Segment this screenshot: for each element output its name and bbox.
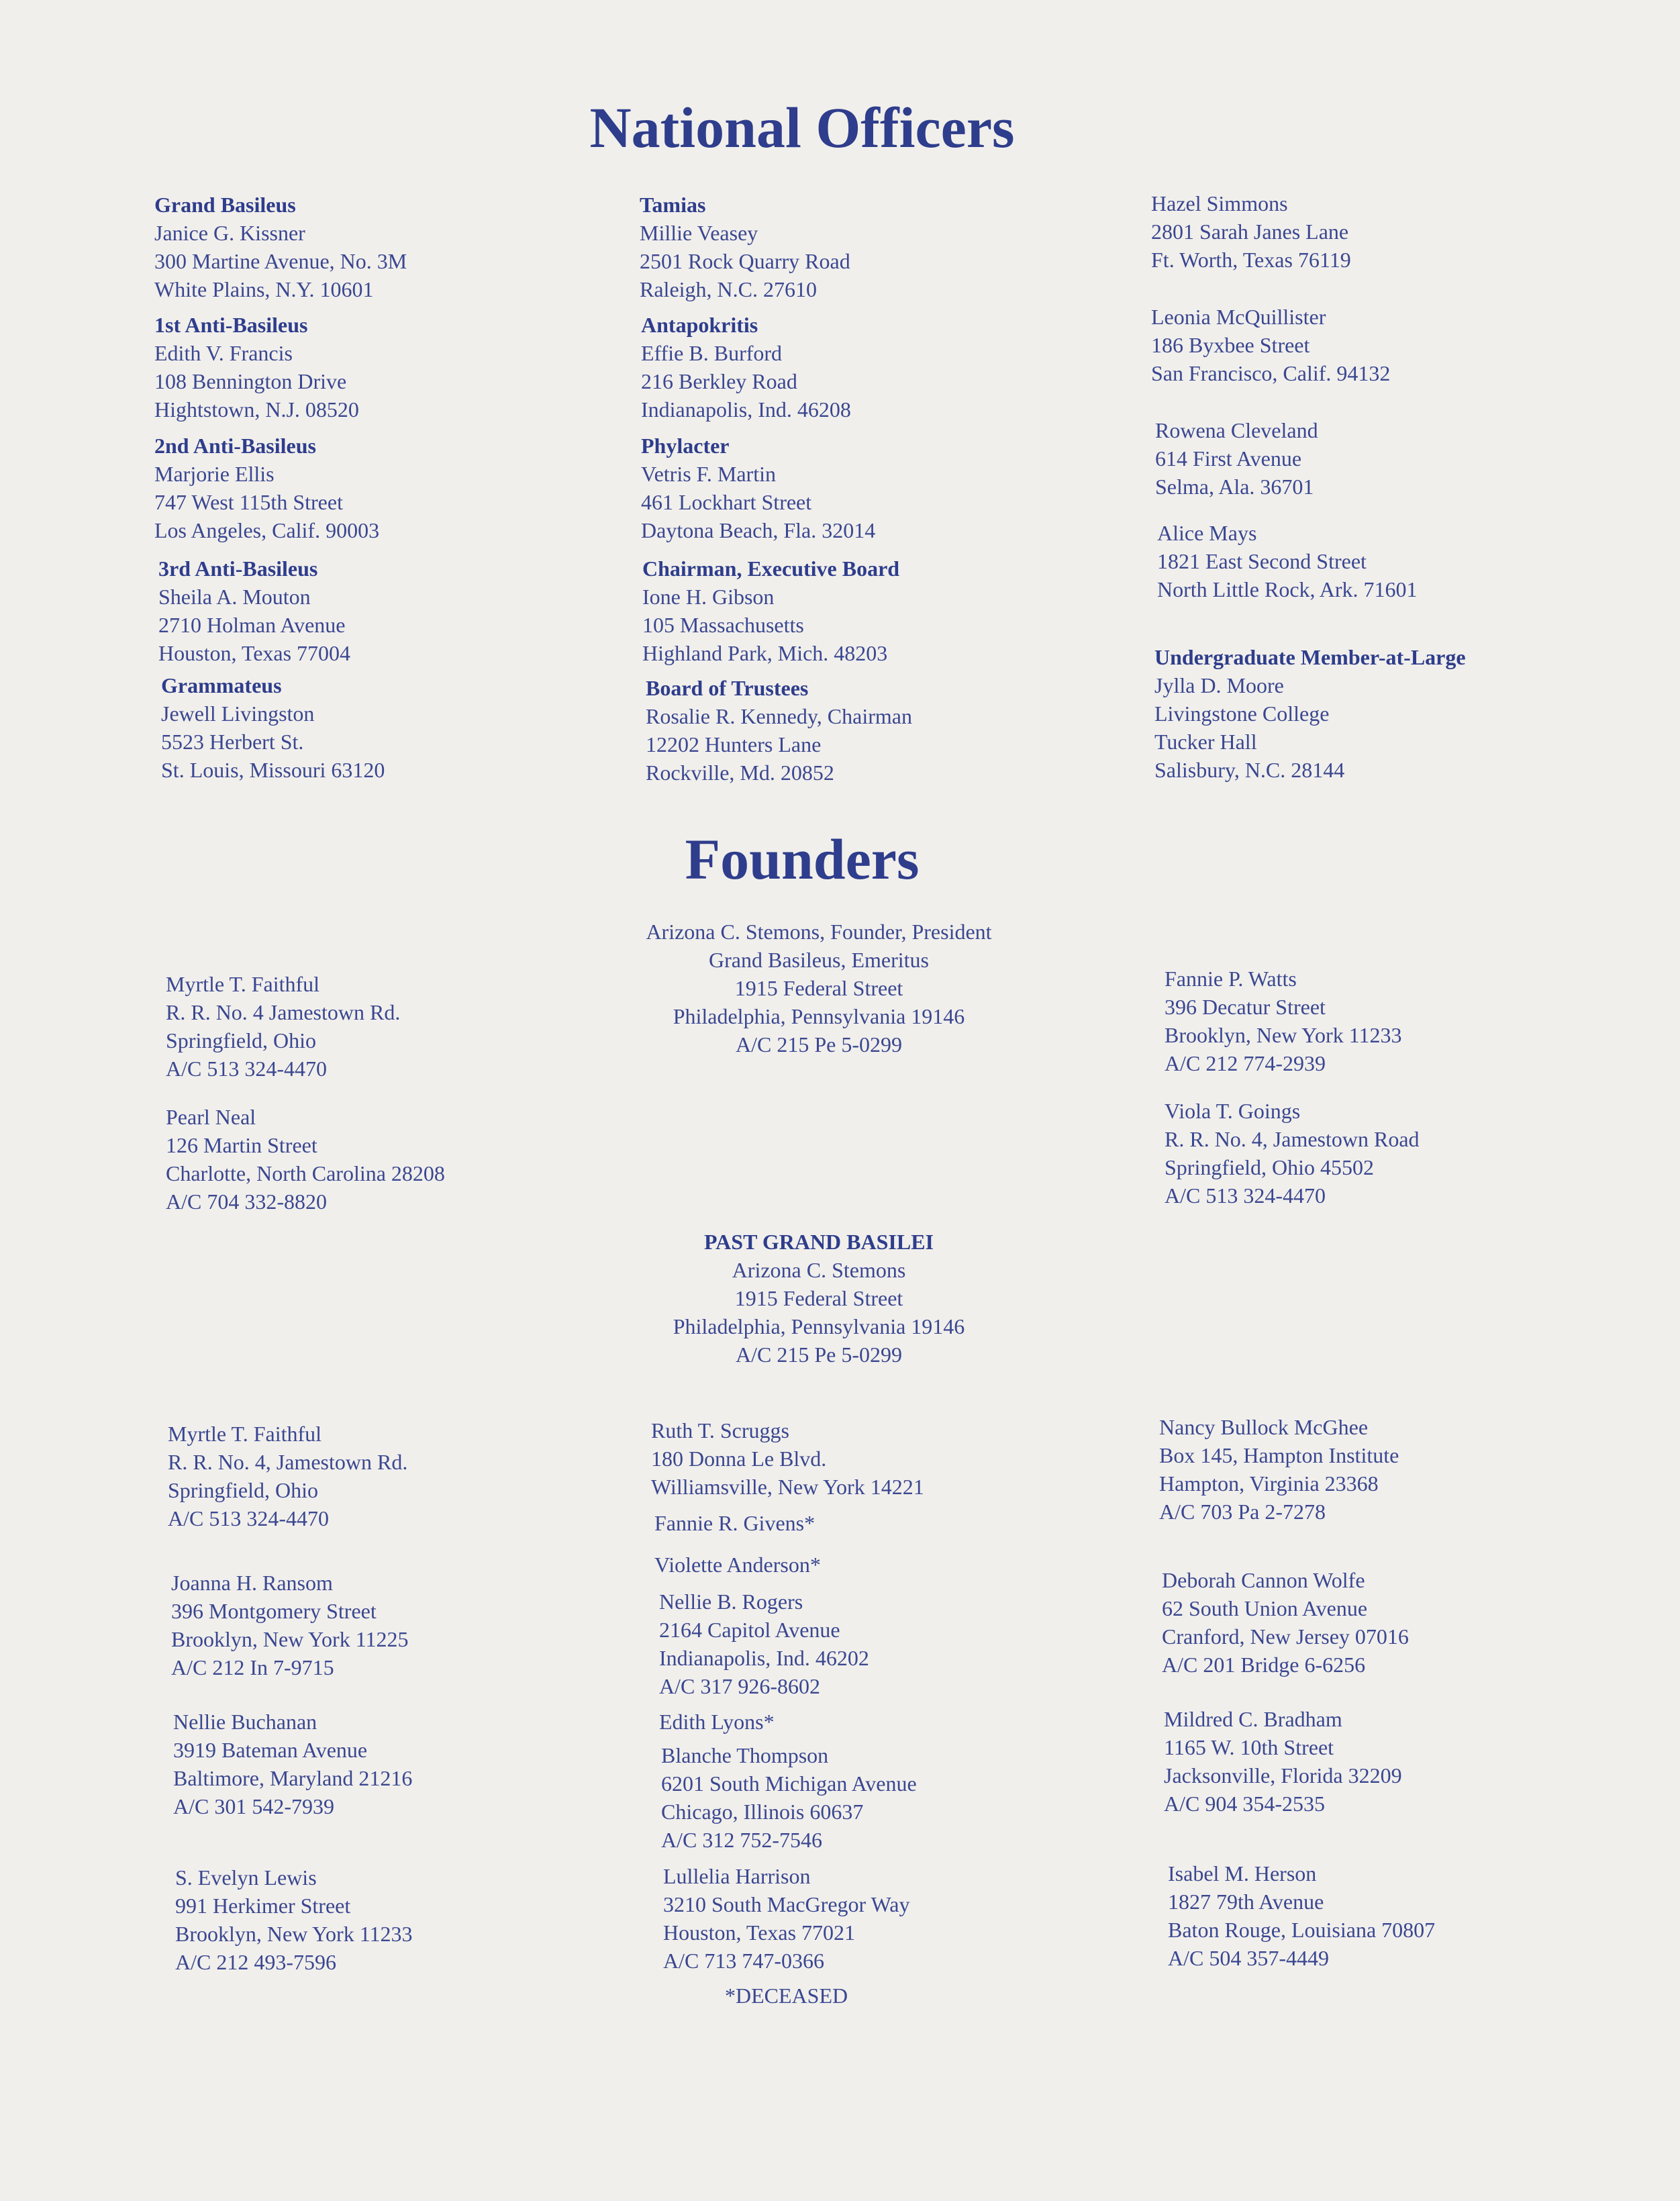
officer-city: White Plains, N.Y. 10601 [154,277,374,301]
member-city: Jacksonville, Florida 32209 [1164,1763,1402,1788]
member-address: 180 Donna Le Blvd. [651,1447,827,1471]
officer-phylacter [641,432,875,544]
founders-heading: Founders [685,827,920,891]
member-name: Blanche Thompson [661,1743,829,1767]
officer-member-mays [1157,519,1418,603]
officer-name: Edith V. Francis [154,341,293,365]
member-address: 991 Herkimer Street [175,1894,351,1918]
officer-address: 2801 Sarah Janes Lane [1151,219,1349,244]
member-phone: A/C 513 324-4470 [168,1506,329,1530]
member-name: Myrtle T. Faithful [168,1422,322,1446]
officer-tamias [640,191,850,303]
member-lewis [175,1863,413,1976]
founder-phone: A/C 215 Pe 5-0299 [736,1032,902,1057]
member-address: 1165 W. 10th Street [1164,1735,1334,1759]
officer-city: Los Angeles, Calif. 90003 [154,518,380,542]
deceased-note [725,1982,848,2010]
founder-phone: A/C 513 324-4470 [1165,1183,1326,1208]
member-address: 396 Montgomery Street [171,1599,377,1623]
founder-title: Grand Basileus, Emeritus [709,948,929,972]
member-phone: A/C 312 752-7546 [661,1828,822,1852]
officer-name: Rowena Cleveland [1155,418,1318,442]
founder-neal [166,1103,445,1216]
officer-city: Daytona Beach, Fla. 32014 [641,518,876,542]
officer-grand-basileus [154,191,407,303]
officer-city: Selma, Ala. 36701 [1155,475,1314,499]
member-mcghee [1159,1413,1399,1526]
officer-city: Salisbury, N.C. 28144 [1154,758,1345,782]
founder-city: Springfield, Ohio 45502 [1165,1155,1374,1179]
officer-title: 3rd Anti-Basileus [158,556,318,581]
officer-title: Grand Basileus [154,193,296,217]
member-phone: A/C 301 542-7939 [173,1794,334,1818]
member-bradham [1164,1705,1402,1818]
founder-city: Charlotte, North Carolina 28208 [166,1161,445,1185]
officer-address: 2710 Holman Avenue [158,613,346,637]
officer-title: 1st Anti-Basileus [154,313,308,337]
founder-address: 1915 Federal Street [734,976,903,1000]
member-faithful [168,1420,407,1532]
basilei-phone: A/C 215 Pe 5-0299 [736,1342,902,1367]
officer-name: Alice Mays [1157,521,1257,545]
officer-address: 2501 Rock Quarry Road [640,249,850,273]
member-name: Edith Lyons* [659,1710,775,1734]
member-name: Nancy Bullock McGhee [1159,1415,1369,1439]
officer-1st-anti-basileus [154,311,359,424]
member-scruggs [651,1416,924,1501]
member-city: Brooklyn, New York 11225 [171,1627,409,1651]
member-city: Cranford, New Jersey 07016 [1162,1624,1409,1649]
officer-name: Jewell Livingston [161,701,315,726]
officer-address: 216 Berkley Road [641,369,797,393]
member-city: Baton Rouge, Louisiana 70807 [1168,1918,1436,1942]
officer-name: Vetris F. Martin [641,462,776,486]
officer-address: 105 Massachusetts [642,613,804,637]
founder-name: Fannie P. Watts [1165,967,1297,991]
officer-address: 5523 Herbert St. [161,730,304,754]
officer-undergraduate-member [1154,643,1466,784]
officer-address: 614 First Avenue [1155,446,1302,471]
officer-name: Jylla D. Moore [1154,673,1284,697]
member-address: 6201 South Michigan Avenue [661,1771,917,1796]
officer-title: 2nd Anti-Basileus [154,434,316,458]
officer-address: 186 Byxbee Street [1151,333,1310,357]
member-name: Ruth T. Scruggs [651,1418,789,1442]
founder-phone: A/C 513 324-4470 [166,1057,327,1081]
member-thompson [661,1741,917,1854]
member-name: Fannie R. Givens* [654,1511,816,1535]
member-address: Box 145, Hampton Institute [1159,1443,1399,1467]
founder-city: Springfield, Ohio [166,1028,316,1053]
member-city: Chicago, Illinois 60637 [661,1800,864,1824]
officer-address: 461 Lockhart Street [641,490,812,514]
member-address: R. R. No. 4, Jamestown Rd. [168,1450,408,1474]
officer-name: Janice G. Kissner [154,221,305,245]
officer-name: Sheila A. Mouton [158,585,311,609]
member-name: Nellie Buchanan [173,1710,317,1734]
founder-phone: A/C 212 774-2939 [1165,1051,1326,1075]
officer-city: Rockville, Md. 20852 [646,761,834,785]
officer-address: 300 Martine Avenue, No. 3M [154,249,407,273]
officer-title: Undergraduate Member-at-Large [1154,645,1466,669]
officer-name: Hazel Simmons [1151,191,1288,215]
member-city: Hampton, Virginia 23368 [1159,1471,1379,1496]
founder-phone: A/C 704 332-8820 [166,1189,327,1214]
officer-grammateus [161,671,385,784]
officer-city: Houston, Texas 77004 [158,641,351,665]
member-wolfe [1162,1566,1409,1679]
member-anderson [654,1551,821,1579]
founder-address: 396 Decatur Street [1165,995,1326,1019]
past-grand-basilei-heading: PAST GRAND BASILEI [703,1230,934,1254]
officer-name: Rosalie R. Kennedy, Chairman [646,704,912,728]
founder-stemons [591,918,1047,1059]
member-harrison [663,1862,909,1975]
member-city: Baltimore, Maryland 21216 [173,1766,413,1790]
founder-name: Myrtle T. Faithful [166,972,320,996]
officer-title: Chairman, Executive Board [642,556,900,581]
founder-faithful [166,970,400,1083]
officer-address-2: Tucker Hall [1154,730,1257,754]
officer-member-mcquillister [1151,303,1390,387]
founder-city: Philadelphia, Pennsylvania 19146 [673,1004,965,1028]
member-phone: A/C 703 Pa 2-7278 [1159,1500,1326,1524]
member-city: Indianapolis, Ind. 46202 [659,1646,869,1670]
member-phone: A/C 212 493-7596 [175,1950,336,1974]
member-phone: A/C 317 926-8602 [659,1674,820,1698]
founder-name: Arizona C. Stemons, Founder, President [646,920,992,944]
officer-city: Raleigh, N.C. 27610 [640,277,817,301]
officer-city: St. Louis, Missouri 63120 [161,758,385,782]
officer-city: San Francisco, Calif. 94132 [1151,361,1391,385]
officer-name: Effie B. Burford [641,341,783,365]
founder-watts [1165,965,1402,1077]
national-officers-heading: National Officers [589,95,1015,160]
member-name: Violette Anderson* [654,1553,821,1577]
officer-title: Phylacter [641,434,730,458]
officer-member-cleveland [1155,416,1318,501]
officer-antapokritis [641,311,851,424]
member-phone: A/C 504 357-4449 [1168,1946,1329,1970]
basilei-name: Arizona C. Stemons [732,1258,906,1282]
member-city: Brooklyn, New York 11233 [175,1922,413,1946]
founder-address: R. R. No. 4 Jamestown Rd. [166,1000,401,1024]
basilei-city: Philadelphia, Pennsylvania 19146 [673,1314,965,1338]
founder-name: Pearl Neal [166,1105,256,1129]
member-name: S. Evelyn Lewis [175,1865,317,1890]
member-address: 3210 South MacGregor Way [663,1892,910,1916]
officer-title: Board of Trustees [646,676,809,700]
member-buchanan [173,1708,412,1820]
officer-name: Leonia McQuillister [1151,305,1326,329]
member-phone: A/C 201 Bridge 6-6256 [1162,1653,1366,1677]
member-phone: A/C 212 In 7-9715 [171,1655,334,1679]
officer-name: Ione H. Gibson [642,585,775,609]
officer-address: 12202 Hunters Lane [646,732,822,756]
officer-2nd-anti-basileus [154,432,379,544]
officer-address: Livingstone College [1154,701,1330,726]
officer-city: Ft. Worth, Texas 76119 [1151,248,1351,272]
officer-address: 1821 East Second Street [1157,549,1367,573]
member-herson [1168,1859,1435,1972]
officer-3rd-anti-basileus [158,554,350,667]
member-address: 62 South Union Avenue [1162,1596,1368,1620]
member-phone: A/C 904 354-2535 [1164,1792,1325,1816]
member-city: Houston, Texas 77021 [663,1920,856,1945]
founder-address: 126 Martin Street [166,1133,317,1157]
basilei-address: 1915 Federal Street [734,1286,903,1310]
member-name: Joanna H. Ransom [171,1571,333,1595]
deceased-note-text: *DECEASED [725,1984,848,2008]
officer-member-simmons [1151,189,1351,274]
member-address: 3919 Bateman Avenue [173,1738,368,1762]
member-rogers [659,1587,869,1700]
past-grand-basilei [591,1228,1047,1369]
member-name: Mildred C. Bradham [1164,1707,1342,1731]
member-address: 1827 79th Avenue [1168,1890,1324,1914]
officer-address: 747 West 115th Street [154,490,343,514]
officer-city: North Little Rock, Ark. 71601 [1157,577,1418,601]
member-address: 2164 Capitol Avenue [659,1618,840,1642]
officer-address: 108 Bennington Drive [154,369,347,393]
officer-name: Marjorie Ellis [154,462,275,486]
member-name: Deborah Cannon Wolfe [1162,1568,1365,1592]
founder-goings [1165,1097,1420,1210]
founder-city: Brooklyn, New York 11233 [1165,1023,1402,1047]
officer-board-of-trustees [646,674,912,787]
member-city: Williamsville, New York 14221 [651,1475,924,1499]
member-phone: A/C 713 747-0366 [663,1949,824,1973]
member-ransom [171,1569,409,1681]
founder-address: R. R. No. 4, Jamestown Road [1165,1127,1420,1151]
founder-name: Viola T. Goings [1165,1099,1301,1123]
member-city: Springfield, Ohio [168,1478,318,1502]
member-lyons [659,1708,775,1736]
officer-title: Grammateus [161,673,282,697]
officer-city: Hightstown, N.J. 08520 [154,397,359,422]
member-name: Nellie B. Rogers [659,1589,803,1614]
officer-title: Tamias [640,193,706,217]
officer-chairman-executive-board [642,554,899,667]
officer-city: Indianapolis, Ind. 46208 [641,397,851,422]
officer-title: Antapokritis [641,313,758,337]
member-givens [654,1509,815,1537]
officer-city: Highland Park, Mich. 48203 [642,641,888,665]
member-name: Isabel M. Herson [1168,1861,1317,1886]
officer-name: Millie Veasey [640,221,758,245]
member-name: Lullelia Harrison [663,1864,811,1888]
